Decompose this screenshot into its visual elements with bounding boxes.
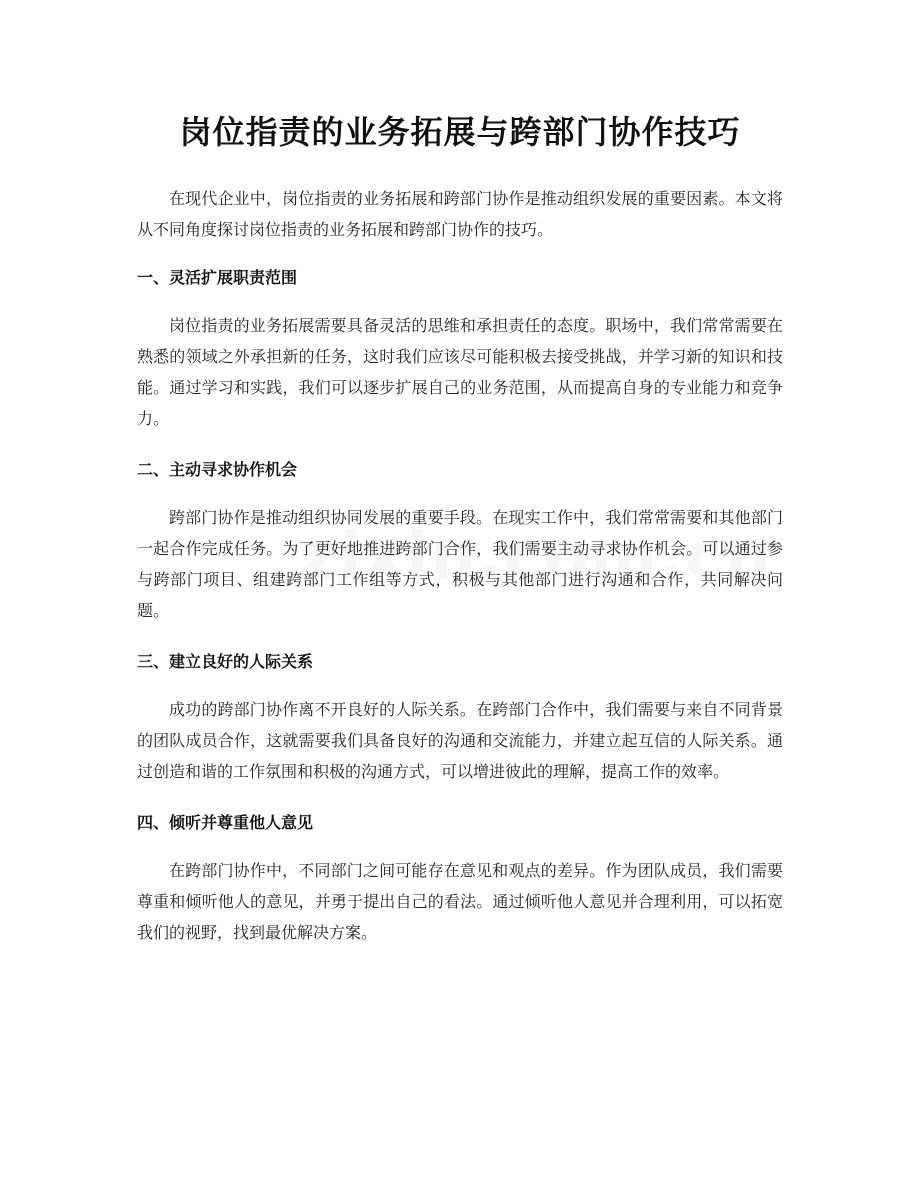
document-title: 岗位指责的业务拓展与跨部门协作技巧 <box>179 113 741 151</box>
section-paragraph: 岗位指责的业务拓展需要具备灵活的思维和承担责任的态度。职场中，我们常常需要在熟悉的领域之外承担新的任务，这时我们应该尽可能积极去接受挑战，并学习新的知识和技能。通过学习和实践，我们可以逐步扩展自己的业务范围，从而提高自身的专业能力和竞争力。 <box>137 316 783 428</box>
section-2 <box>137 456 783 626</box>
section-heading: 二、主动寻求协作机会 <box>137 460 298 479</box>
section-1 <box>137 264 783 434</box>
section-paragraph: 在跨部门协作中，不同部门之间可能存在意见和观点的差异。作为团队成员，我们需要尊重和倾听他人的意见，并勇于提出自己的看法。通过倾听他人意见并合理利用，可以拓宽我们的视野，找到最优解决方案。 <box>137 861 783 942</box>
section-3 <box>137 648 783 787</box>
section-paragraph: 跨部门协作是推动组织协同发展的重要手段。在现实工作中，我们常常需要和其他部门一起合作完成任务。为了更好地推进跨部门合作，我们需要主动寻求协作机会。可以通过参与跨部门项目、组建跨部门工作组等方式，积极与其他部门进行沟通和合作，共同解决问题。 <box>137 508 783 620</box>
section-heading: 四、倾听并尊重他人意见 <box>137 813 314 832</box>
intro-paragraph: 在现代企业中，岗位指责的业务拓展和跨部门协作是推动组织发展的重要因素。本文将从不同角度探讨岗位指责的业务拓展和跨部门协作的技巧。 <box>137 189 783 239</box>
section-paragraph: 成功的跨部门协作离不开良好的人际关系。在跨部门合作中，我们需要与来自不同背景的团队成员合作，这就需要我们具备良好的沟通和交流能力，并建立起互信的人际关系。通过创造和谐的工作氛围和积极的沟通方式，可以增进彼此的理解，提高工作的效率。 <box>137 700 783 781</box>
section-heading: 一、灵活扩展职责范围 <box>137 268 298 287</box>
section-heading: 三、建立良好的人际关系 <box>137 652 314 671</box>
section-4 <box>137 809 783 948</box>
